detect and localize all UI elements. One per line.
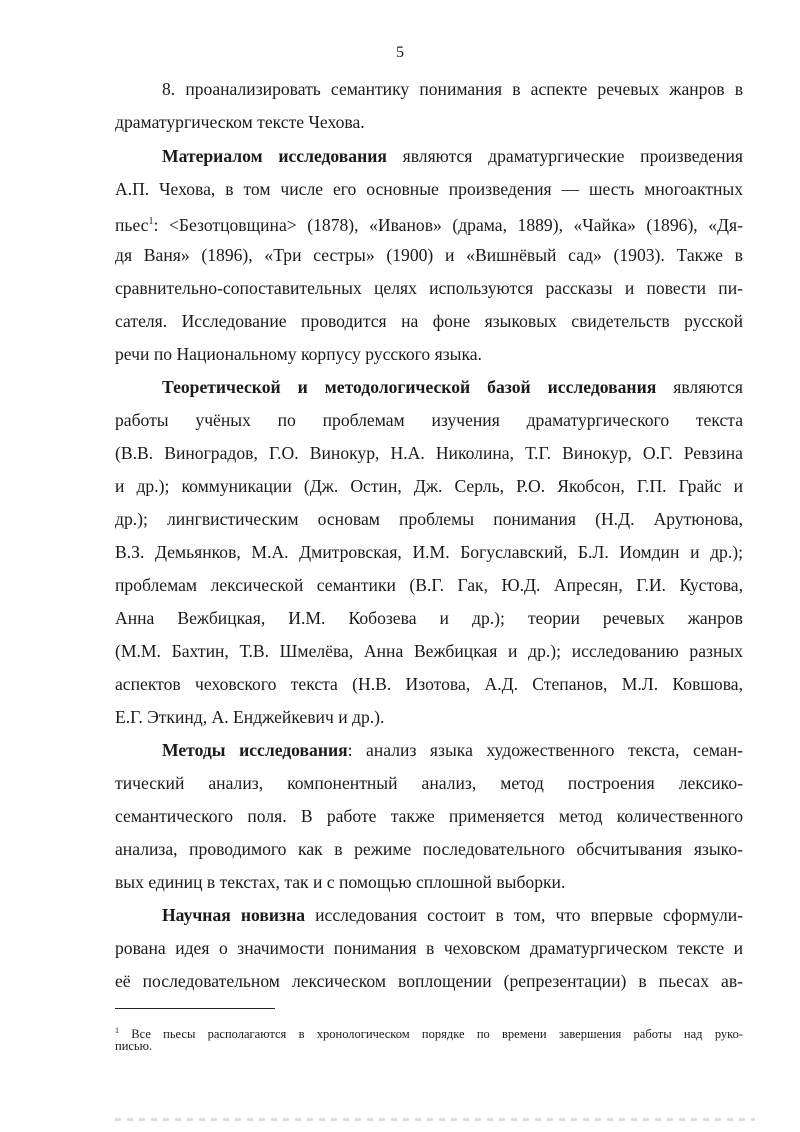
text-line: Анна Вежбицкая, И.М. Кобозева и др.); теории речевых жанров xyxy=(115,608,743,628)
text-line: Научная новизна исследования состоит в том, что впервые сформули- xyxy=(162,905,743,925)
scan-artifact xyxy=(115,1118,755,1121)
text-line: (В.В. Виноградов, Г.О. Винокур, Н.А. Николина, Т.Г. Винокур, О.Г. Ревзина xyxy=(115,443,743,463)
text-line: пьес$^1$: <Безотцовщина> (1878), «Иванов» (драма, 1889), «Чайка» (1896), «Дя- xyxy=(115,215,743,235)
text-line: В.З. Демьянков, М.А. Дмитровская, И.М. Богуславский, Б.Л. Иомдин и др.); xyxy=(115,542,743,562)
text-line: сателя. Исследование проводится на фоне языковых свидетельств русской xyxy=(115,311,743,331)
text-line: дя Ваня» (1896), «Три сестры» (1900) и «Вишнёвый сад» (1903). Также в xyxy=(115,245,743,265)
text-line: 8. проанализировать семантику понимания в аспекте речевых жанров в xyxy=(162,79,743,99)
text-line: аспектов чеховского текста (Н.В. Изотова, А.Д. Степанов, М.Л. Ковшова, xyxy=(115,674,743,694)
footnote-divider xyxy=(115,1008,275,1009)
bold-term: Методы исследования xyxy=(162,740,348,760)
bold-term: Научная новизна xyxy=(162,905,306,925)
text-line: (М.М. Бахтин, Т.В. Шмелёва, Анна Вежбицкая и др.); исследованию разных xyxy=(115,641,743,661)
text-line: сравнительно-сопоставительных целях используются рассказы и повести пи- xyxy=(115,278,743,298)
bold-term: Материалом исследования xyxy=(162,146,387,166)
text-line: рована идея о значимости понимания в чеховском драматургическом тексте и xyxy=(115,938,743,958)
text-line: Материалом исследования являются драматургические произведения xyxy=(162,146,743,166)
text-line: др.); лингвистическим основам проблемы понимания (Н.Д. Арутюнова, xyxy=(115,509,743,529)
text-line: Методы исследования: анализ языка художественного текста, семан- xyxy=(162,740,743,760)
footnote-line: писью. xyxy=(115,1039,153,1053)
text-line: Е.Г. Эткинд, А. Енджейкевич и др.). xyxy=(115,707,385,727)
page-number: 5 xyxy=(396,44,404,61)
text-line: А.П. Чехова, в том числе его основные произведения — шесть многоактных xyxy=(115,179,743,199)
footnote-line: $^1$ Все пьесы располагаются в хронологическом порядке по времени завершения работы над руко- xyxy=(115,1026,743,1041)
bold-term: Теоретической и методологической базой исследования xyxy=(162,377,657,397)
footnote-marker: 1 xyxy=(115,1026,119,1035)
text-line: семантического поля. В работе также применяется метод количественного xyxy=(115,806,743,826)
text-line: анализа, проводимого как в режиме последовательного обсчитывания языко- xyxy=(115,839,743,859)
text-line: речи по Национальному корпусу русского языка. xyxy=(115,344,482,364)
text-line: проблемам лексической семантики (В.Г. Гак, Ю.Д. Апресян, Г.И. Кустова, xyxy=(115,575,743,595)
text-line: и др.); коммуникации (Дж. Остин, Дж. Серль, Р.О. Якобсон, Г.П. Грайс и xyxy=(115,476,743,496)
text-line: вых единиц в текстах, так и с помощью сплошной выборки. xyxy=(115,872,566,892)
footnote-ref[interactable]: 1 xyxy=(148,216,154,227)
text-line: драматургическом тексте Чехова. xyxy=(115,112,365,132)
text-line: работы учёных по проблемам изучения драматургического текста xyxy=(115,410,743,430)
text-line: Теоретической и методологической базой исследования являются xyxy=(162,377,744,397)
text-line: тический анализ, компонентный анализ, метод построения лексико- xyxy=(115,773,743,793)
text-line: её последовательном лексическом воплощении (репрезентации) в пьесах ав- xyxy=(115,971,743,991)
